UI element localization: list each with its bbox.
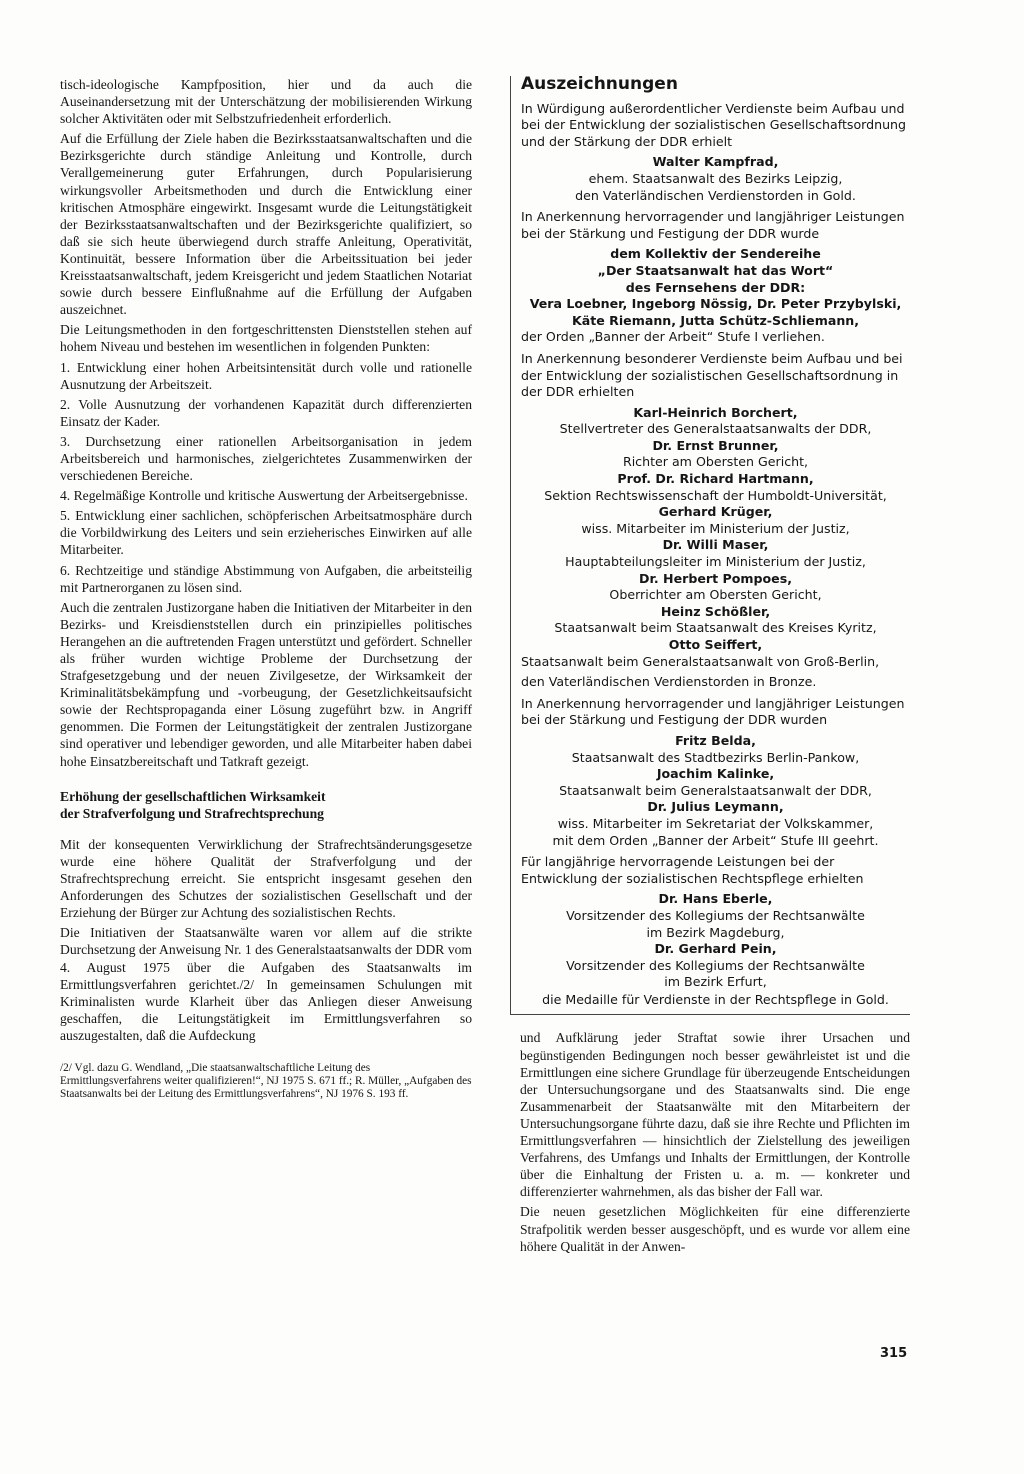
- paragraph: tisch-ideologische Kampfposition, hier und da auch die Auseinandersetzung mit der Unterschätzung der mobilisierenden Wirkung solcher Aktivitäten oder mit Selbstzufriedenheit erforderlich.: [60, 77, 472, 127]
- awardee-name: Dr. Hans Eberle,: [658, 891, 773, 907]
- section-heading-line: der Strafverfolgung und Strafrechtsprechung: [60, 805, 324, 821]
- award-intro: In Würdigung außerordentlicher Verdienste beim Aufbau und bei der Entwicklung der sozialistischen Gesellschaftsordnung und der Stärkung der DDR erhielt: [521, 100, 907, 149]
- left-column: [60, 76, 472, 1102]
- awardee-desc: Hauptabteilungsleiter im Ministerium der Justiz,: [565, 554, 866, 570]
- page-number: 315: [880, 1346, 908, 1361]
- award-intro: Für langjährige hervorragende Leistungen bei der Entwicklung der sozialistischen Rechtspflege erhielten: [521, 854, 864, 886]
- collective-line: Vera Loebner, Ingeborg Nössig, Dr. Peter Przybylski,: [529, 296, 902, 312]
- award-end: der Orden „Banner der Arbeit“ Stufe I verliehen.: [521, 329, 825, 345]
- awardee-name: Dr. Ernst Brunner,: [652, 437, 779, 453]
- awardee-desc: Staatsanwalt des Stadtbezirks Berlin-Pankow,: [571, 749, 860, 765]
- body-text: [520, 1029, 910, 1254]
- awardee-name: Joachim Kalinke,: [656, 766, 775, 782]
- list-item: 3. Durchsetzung einer rationellen Arbeitsorganisation in jedem Arbeitsbereich und harmonisches, zielgerichtetes Zusammenwirken der verschiedenen Bereiche.: [60, 433, 472, 484]
- list-item: 2. Volle Ausnutzung der vorhandenen Kapazität durch differenzierten Einsatz der Kader.: [60, 396, 472, 429]
- award-end: den Vaterländischen Verdienstorden in Bronze.: [521, 674, 817, 690]
- awardee-desc: wiss. Mitarbeiter im Sekretariat der Volkskammer,: [557, 815, 874, 831]
- awardee-desc: Vorsitzender des Kollegiums der Rechtsanwälte: [566, 907, 865, 923]
- award-intro: In Anerkennung hervorragender und langjähriger Leistungen bei der Stärkung und Festigung der DDR wurde: [521, 209, 905, 241]
- paragraph: Auf die Erfüllung der Ziele haben die Bezirksstaatsanwaltschaften und die Bezirksgerichte durch ständige Anleitung und Kontrolle, durch Verallgemeinerung guter Erfahrungen, durch Popularisierung wirkungsvoller Arbeitsmethoden und durch die Entwicklung einer kritischen Atmosphäre eingewirkt. Insgesamt wurde die Leitungstätigkeit der Bezirksstaatsanwaltschaften und der Bezirksgerichte qualifiziert, so daß sie sich heute überwiegend durch straffe Anleitung, Operativität, Kontinuität, bessere Information über die Arbeitssituation bei jeder Kreisstaatsanwaltschaft, jedem Kreisgericht und jedem Staatlichen Notariat sowie durch bessere Einflußnahme auf die Erfüllung der Aufgaben auszeichnet.: [60, 131, 472, 318]
- award-intro: In Anerkennung hervorragender und langjähriger Leistungen bei der Stärkung und Festigung der DDR wurden: [521, 695, 905, 728]
- paragraph: Mit der konsequenten Verwirklichung der Strafrechtsänderungsgesetze wurde eine höhere Qualität der Strafverfolgung und der Strafrechtsprechung erreicht. Sie entspricht insgesamt gesehen den Anforderungen des Schutzes der sozialistischen Gesellschaft und der Erziehung der Bürger zur Achtung des sozialistischen Rechts.: [60, 836, 472, 921]
- list-item: 5. Entwicklung einer sachlichen, schöpferischen Arbeitsatmosphäre durch die Vorbildwirkung des Leiters und sein erzieherisches Einwirken auf alle Mitarbeiter.: [60, 508, 472, 558]
- awardee-name: Prof. Dr. Richard Hartmann,: [617, 471, 814, 487]
- list-item: 4. Regelmäßige Kontrolle und kritische Auswertung der Arbeitsergebnisse.: [60, 488, 468, 504]
- awardee-name: Walter Kampfrad,: [652, 154, 779, 170]
- awardee-name: Heinz Schößler,: [660, 603, 771, 619]
- paragraph: Die Initiativen der Staatsanwälte waren vor allem auf die strikte Durchsetzung der Anweisung Nr. 1 des Generalstaatsanwalts der DDR vom 4. August 1975 über die Aufgaben des Staatsanwalts im Ermittlungsverfahren gerichtet./2/ In gemeinsamen Schulungen mit Kriminalisten wurde Klarheit über das Anliegen dieser Anweisung geschaffen, die Leitungstätigkeit im Ermittlungsverfahren so auszugestalten, daß die Aufdeckung: [60, 925, 472, 1043]
- awardee-desc: Sektion Rechtswissenschaft der Humboldt-Universität,: [544, 487, 887, 503]
- awardee-name: Dr. Willi Maser,: [662, 537, 769, 553]
- awardee-desc: im Bezirk Erfurt,: [664, 974, 767, 990]
- right-column: [520, 74, 910, 1258]
- awardee-name: Dr. Gerhard Pein,: [654, 941, 777, 957]
- awardee-name: Fritz Belda,: [675, 732, 756, 748]
- paragraph: Die Leitungsmethoden in den fortgeschrittensten Dienststellen stehen auf hohem Niveau und bestehen im wesentlichen in folgenden Punkten:: [60, 322, 472, 355]
- section-heading-line: Erhöhung der gesellschaftlichen Wirksamkeit: [60, 788, 326, 804]
- awardee-desc: Oberrichter am Obersten Gericht,: [609, 587, 822, 603]
- list-item: 1. Entwicklung einer hohen Arbeitsintensität durch volle und rationelle Ausnutzung der Arbeitszeit.: [60, 359, 472, 392]
- collective-line: dem Kollektiv der Sendereihe: [610, 246, 821, 262]
- awardee-desc: im Bezirk Magdeburg,: [646, 924, 785, 940]
- collective-line: „Der Staatsanwalt hat das Wort“: [597, 262, 834, 278]
- list-item: 6. Rechtzeitige und ständige Abstimmung von Aufgaben, die arbeitsteilig mit Partnerorganen zu lösen sind.: [60, 562, 472, 595]
- awardee-desc: Staatsanwalt beim Generalstaatsanwalt der DDR,: [559, 782, 872, 798]
- awardee-desc: Richter am Obersten Gericht,: [622, 454, 809, 470]
- awardee-desc: Vorsitzender des Kollegiums der Rechtsanwälte: [566, 957, 865, 973]
- awardee-name: Karl-Heinrich Borchert,: [633, 404, 798, 420]
- collective-line: des Fernsehens der DDR:: [625, 279, 806, 295]
- collective-line: Käte Riemann, Jutta Schütz-Schliemann,: [571, 312, 860, 328]
- awardee-desc: ehem. Staatsanwalt des Bezirks Leipzig,: [588, 170, 843, 186]
- award-end: die Medaille für Verdienste in der Rechtspflege in Gold.: [542, 991, 889, 1007]
- awardee-name: Otto Seiffert,: [668, 637, 763, 652]
- award-intro: In Anerkennung besonderer Verdienste beim Aufbau und bei der Entwicklung der sozialistischen Gesellschaftsordnung in der DDR erhielten: [521, 350, 903, 400]
- award-end: mit dem Orden „Banner der Arbeit“ Stufe III geehrt.: [552, 832, 879, 848]
- awards-box: [510, 76, 910, 1015]
- awards-title: Auszeichnungen: [521, 74, 678, 94]
- awardee-desc: wiss. Mitarbeiter im Ministerium der Justiz,: [581, 520, 850, 536]
- awardee-name: Dr. Herbert Pompoes,: [639, 570, 792, 586]
- footnote: /2/ Vgl. dazu G. Wendland, „Die staatsanwaltschaftliche Leitung des Ermittlungsverfahrens weiter qualifizieren!“, NJ 1975 S. 671 ff.; R. Müller, „Aufgaben des Staatsanwalts bei der Leitung des Ermittlungsverfahrens“, NJ 1976 S. 193 ff.: [60, 1061, 472, 1101]
- awardee-name: Gerhard Krüger,: [658, 504, 773, 520]
- paragraph: Die neuen gesetzlichen Möglichkeiten für eine differenzierte Strafpolitik werden besser ausgeschöpft, und es wurde vor allem eine höhere Qualität in der Anwen-: [520, 1204, 910, 1254]
- awardee-name: Dr. Julius Leymann,: [647, 799, 784, 815]
- awardee-desc: Stellvertreter des Generalstaatsanwalts der DDR,: [559, 421, 872, 437]
- paragraph: Auch die zentralen Justizorgane haben die Initiativen der Mitarbeiter in den Bezirks- und Kreisdienststellen durch ein prinzipielles politisches Herangehen an die auftretenden Fragen unterstützt und gefördert. Schneller als früher wurden wichtige Probleme der Durchsetzung der Strafgesetzgebung und der neuen Zivilgesetze, der Wirksamkeit der Kriminalitätsbekämpfung und -vorbeugung, der Gesetzlichkeitsaufsicht sowie der Rechtspropaganda einer Lösung zugeführt bzw. in Angriff genommen. Die Formen der Leitungstätigkeit der zentralen Justizorgane sind operativer und lebendiger geworden, und alle Mitarbeiter haben dabei hohe Einsatzbereitschaft und Tatkraft gezeigt.: [60, 599, 472, 769]
- award-end: den Vaterländischen Verdienstorden in Gold.: [575, 187, 856, 203]
- awardee-desc: Staatsanwalt beim Staatsanwalt des Kreises Kyritz,: [554, 620, 877, 636]
- section-heading: [60, 788, 472, 822]
- awardee-desc: Staatsanwalt beim Generalstaatsanwalt von Groß-Berlin,: [521, 653, 880, 669]
- paragraph: und Aufklärung jeder Straftat sowie ihrer Ursachen und begünstigenden Bedingungen noch besser gewährleistet ist und die Ermittlungen eine sichere Grundlage für überzeugende Entscheidungen der Untersuchungsorgane und des Staatsanwalts sind. Die enge Zusammenarbeit der Staatsanwälte mit den Mitarbeitern der Untersuchungsorgane führte dazu, daß sie ihre Rechte und Pflichten im Ermittlungsverfahren — hinsichtlich der Zielstellung des jeweiligen Verfahrens, des Umfangs und Inhalts der Ermittlungen, der Kontrolle über die Einhaltung der Fristen u. a. m. — konkreter und differenzierter wahrnehmen, als das bisher der Fall war.: [520, 1030, 910, 1200]
